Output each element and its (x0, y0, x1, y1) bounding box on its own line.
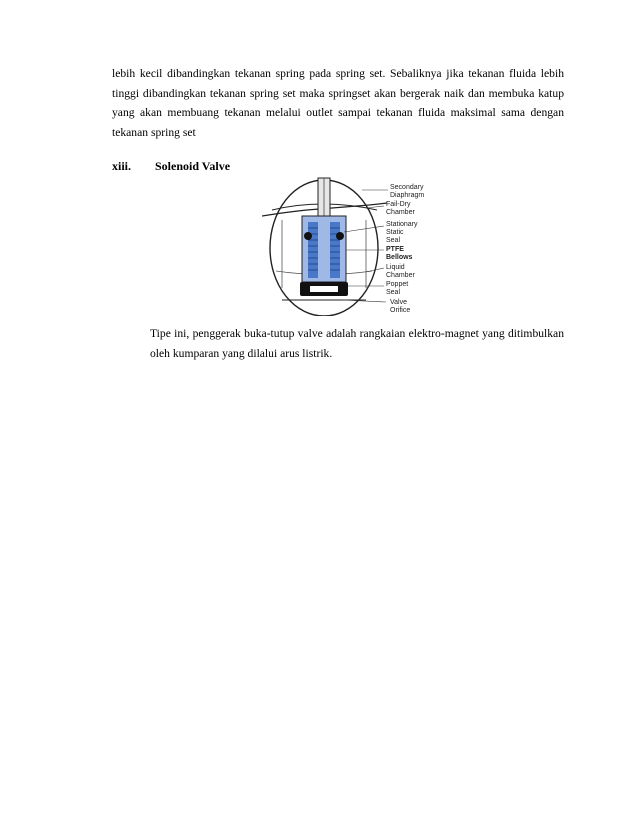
body-paragraph-2: Tipe ini, penggerak buka-tutup valve adalah rangkaian elektro-magnet yang ditimbulkan oleh kumparan yang dilalui arus listrik. (150, 327, 564, 360)
static-seal-right (336, 232, 344, 240)
label-stationary-3: Seal (386, 237, 401, 244)
label-stationary-2: Static (386, 229, 404, 236)
solenoid-valve-diagram (262, 176, 442, 316)
label-liquid-2: Chamber (386, 272, 415, 279)
label-secondary-2: Diaphragm (390, 192, 425, 199)
body-paragraph-1: lebih kecil dibandingkan tekanan spring pada spring set. Sebaliknya jika tekanan fluida lebih tinggi dibandingkan tekanan spring set maka springset akan bergerak naik dan membuka katup yang akan membuang tekanan melalui outlet sampai tekanan fluida maksimal sama dengan tekanan spring set (112, 67, 564, 139)
label-poppet-1: Poppet (386, 281, 409, 288)
label-stationary-1: Stationary (386, 221, 418, 228)
label-valve-1: Valve (390, 299, 407, 306)
static-seal-left (304, 232, 312, 240)
label-liquid-1: Liquid (386, 264, 405, 271)
label-fail-dry-2: Chamber (386, 209, 415, 216)
section-number: xiii. (112, 159, 132, 173)
label-poppet-2: Seal (386, 289, 401, 296)
solenoid-valve-illustration (262, 176, 442, 316)
poppet-seal-inner (310, 286, 338, 292)
section-title: Solenoid Valve (155, 159, 231, 173)
label-fail-dry-1: Fail-Dry (386, 201, 411, 208)
label-secondary-1: Secondary (390, 184, 424, 191)
label-ptfe-1: PTFE (386, 246, 404, 253)
label-ptfe-2: Bellows (386, 254, 413, 261)
label-valve-2: Orifice (390, 307, 411, 314)
